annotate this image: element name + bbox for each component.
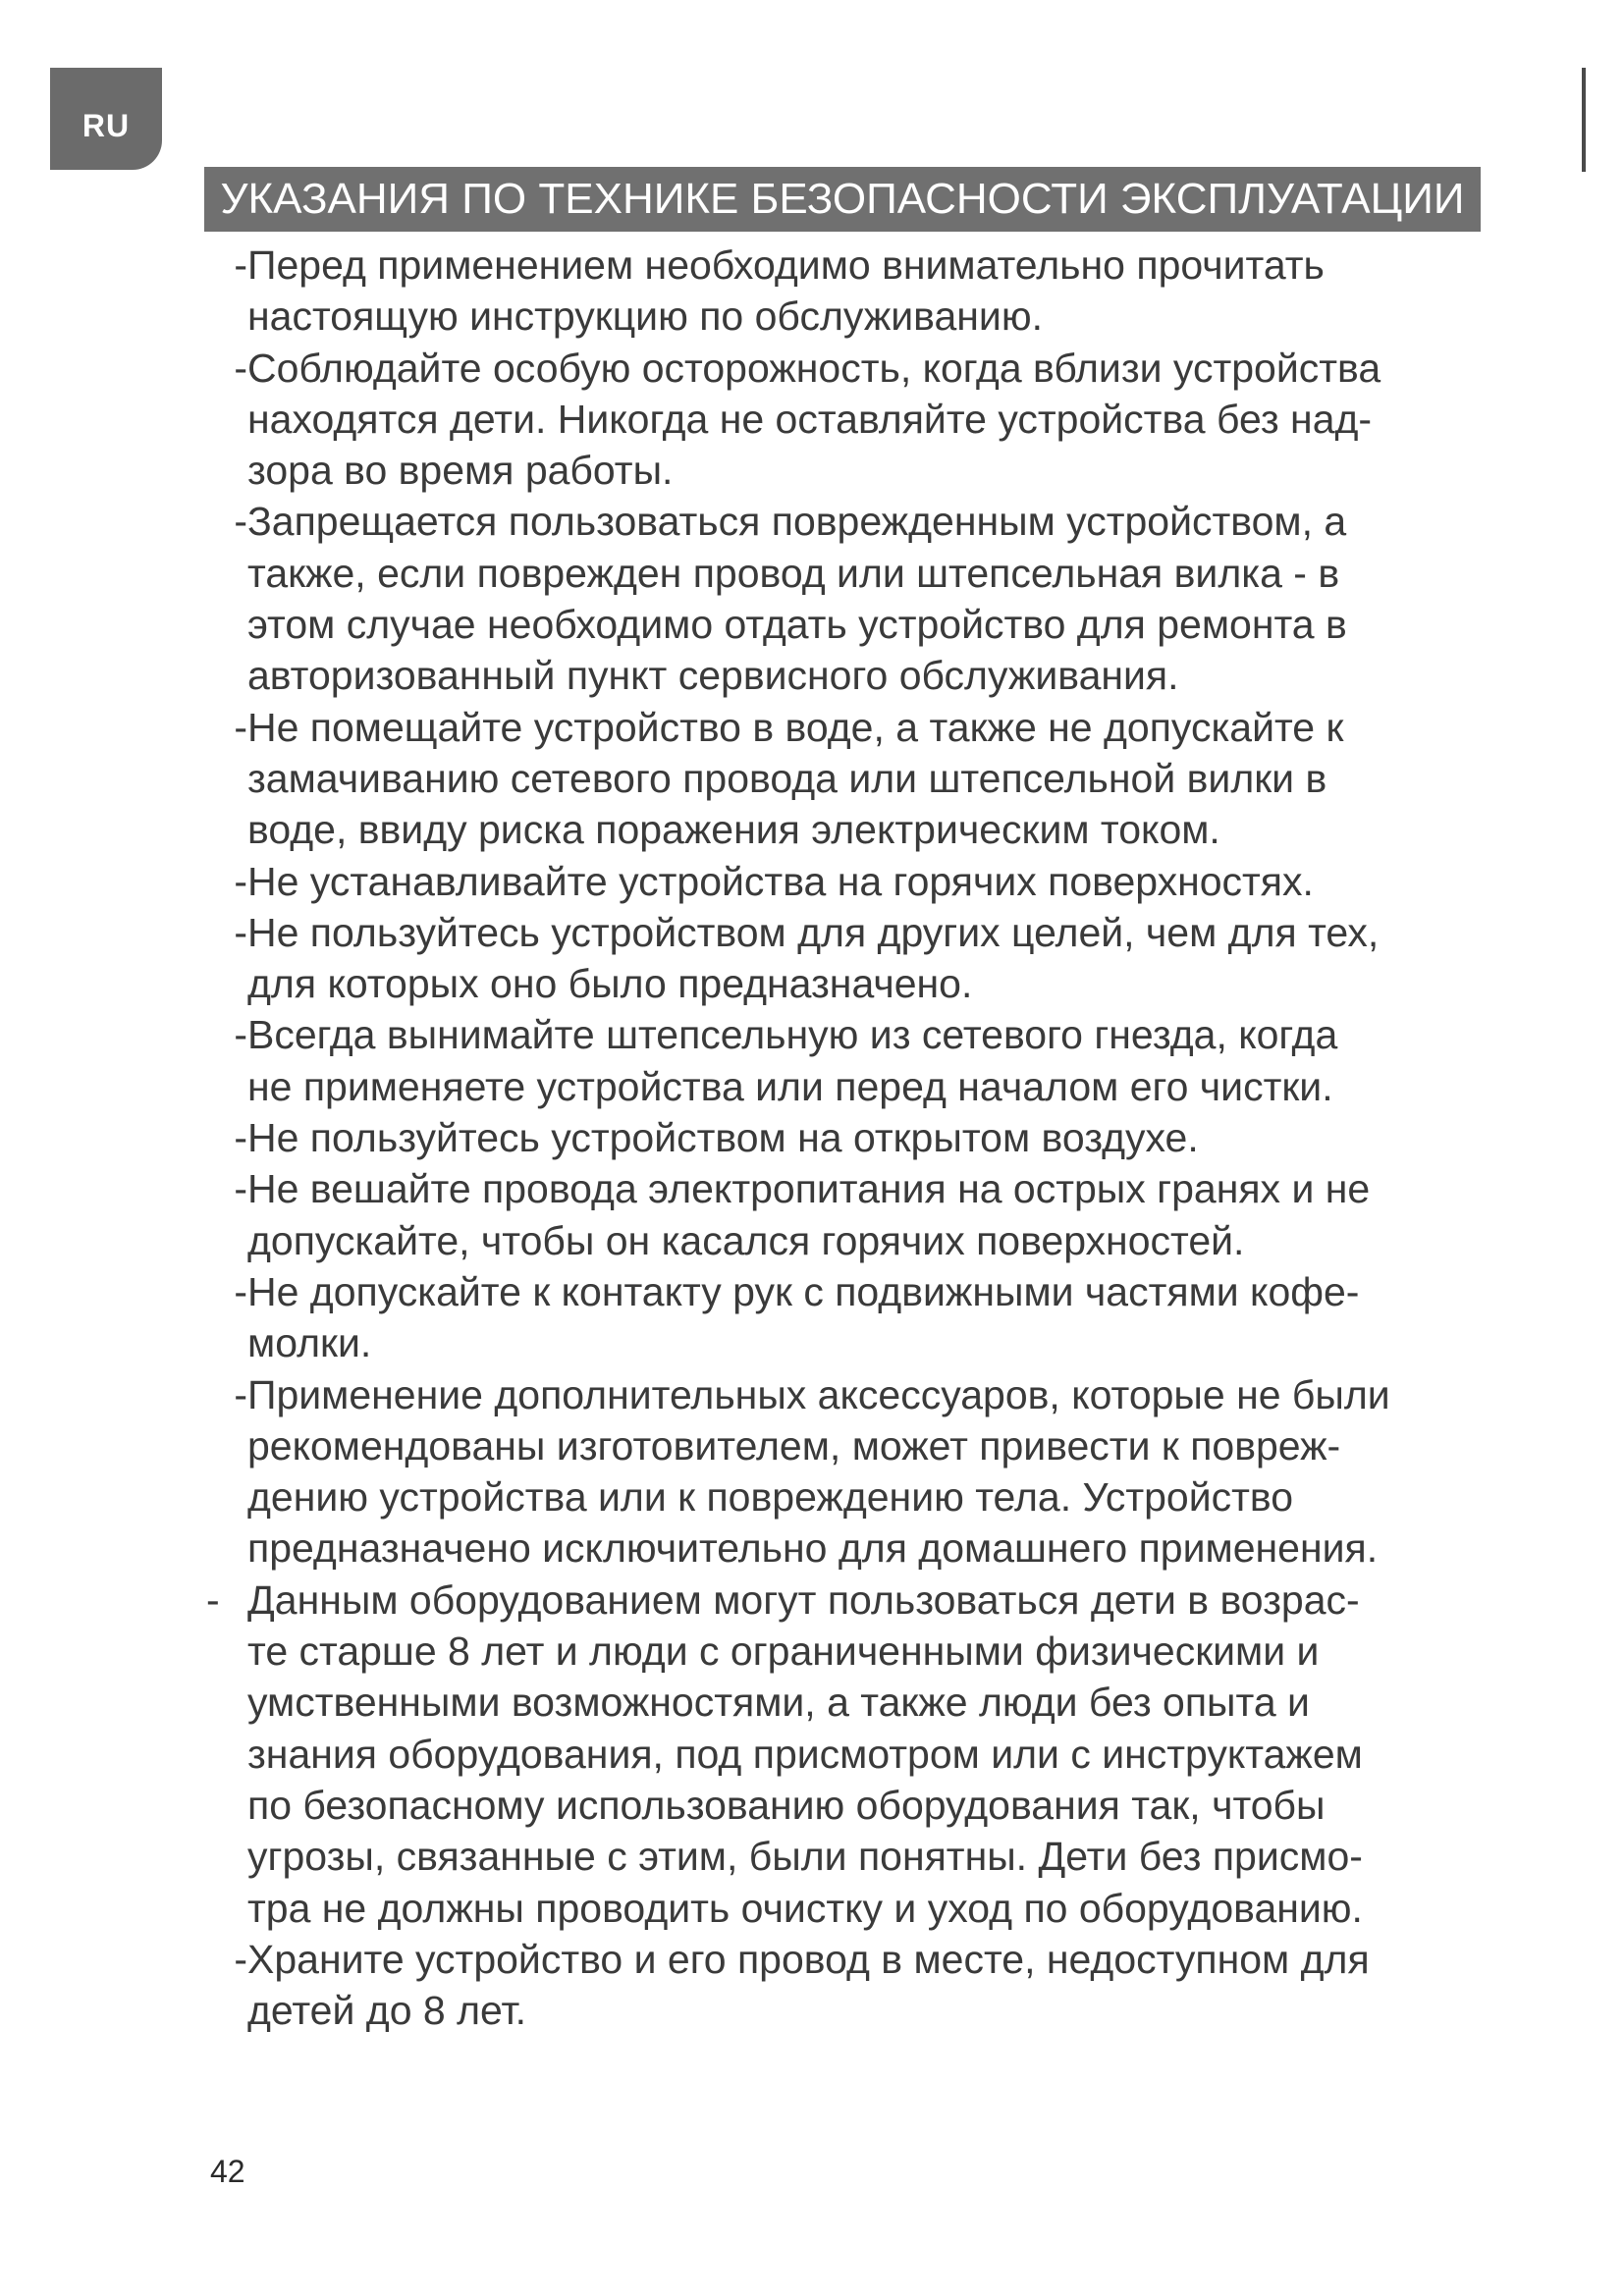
instruction-line: находятся дети. Никогда не оставляйте устройства без над- <box>247 396 1373 442</box>
instruction-text <box>247 907 1517 1010</box>
instruction-text <box>247 1934 1517 2037</box>
instruction-text <box>247 702 1517 856</box>
list-dash: - <box>234 345 247 391</box>
instruction-line: молки. <box>247 1320 372 1366</box>
instruction-line: умственными возможностями, а также люди без опыта и <box>247 1680 1310 1726</box>
list-dash: - <box>234 909 247 955</box>
instruction-text <box>247 240 1517 343</box>
instruction-line: Не пользуйтесь устройством для других целей, чем для тех, <box>247 909 1380 955</box>
section-heading: УКАЗАНИЯ ПО ТЕХНИКЕ БЕЗОПАСНОСТИ ЭКСПЛУАТАЦИИ <box>220 175 1465 223</box>
instruction-line: угрозы, связанные с этим, были понятны. Дети без присмо- <box>247 1834 1363 1880</box>
instruction-item <box>196 496 1517 701</box>
page-number: 42 <box>210 2154 245 2189</box>
list-dash: - <box>234 1268 247 1314</box>
list-dash: - <box>234 1012 247 1058</box>
instruction-line: Не помещайте устройство в воде, а также не допускайте к <box>247 704 1344 750</box>
list-dash: - <box>234 704 247 750</box>
list-dash: - <box>234 1936 247 1982</box>
instruction-line: Применение дополнительных аксессуаров, которые не были <box>247 1371 1390 1417</box>
instruction-item <box>196 856 1517 907</box>
instruction-line: детей до 8 лет. <box>247 1988 527 2034</box>
instruction-line: Всегда вынимайте штепсельную из сетевого гнезда, когда <box>247 1012 1338 1058</box>
instruction-line: Данным оборудованием могут пользоваться дети в возрас- <box>247 1576 1360 1623</box>
instruction-text <box>247 1575 1517 1934</box>
instruction-line: дению устройства или к повреждению тела. Устройство <box>247 1474 1293 1521</box>
instruction-line: воде, ввиду риска поражения электрическим током. <box>247 807 1220 853</box>
instruction-text <box>247 856 1517 907</box>
page-edge-line <box>1582 68 1586 172</box>
instruction-line: те старше 8 лет и люди с ограниченными физическими и <box>247 1629 1320 1675</box>
instruction-line: настоящую инструкцию по обслуживанию. <box>247 294 1043 340</box>
section-heading-bar <box>204 167 1481 232</box>
list-dash: - <box>234 1115 247 1161</box>
instruction-line: Не устанавливайте устройства на горячих поверхностях. <box>247 858 1314 904</box>
list-dash: - <box>234 242 247 288</box>
instruction-text <box>247 1369 1517 1575</box>
instruction-item <box>196 1934 1517 2037</box>
instruction-item <box>196 1112 1517 1163</box>
instruction-line: Храните устройство и его провод в месте, недоступном для <box>247 1936 1370 1982</box>
instruction-item <box>196 702 1517 856</box>
language-tab <box>50 68 162 170</box>
instruction-line: зора во время работы. <box>247 448 674 494</box>
instruction-line: Не пользуйтесь устройством на открытом воздухе. <box>247 1115 1199 1161</box>
list-dash: - <box>234 1166 247 1212</box>
instruction-line: также, если поврежден провод или штепсельная вилка - в <box>247 550 1340 596</box>
instruction-item <box>196 1009 1517 1112</box>
instruction-item <box>196 1163 1517 1266</box>
instruction-line: допускайте, чтобы он касался горячих поверхностей. <box>247 1217 1245 1263</box>
instruction-item <box>196 1369 1517 1575</box>
list-dash: - <box>234 858 247 904</box>
language-code: RU <box>81 107 131 143</box>
instruction-line: Не вешайте провода электропитания на острых гранях и не <box>247 1166 1371 1212</box>
instruction-line: для которых оно было предназначено. <box>247 961 973 1007</box>
instruction-line: Перед применением необходимо внимательно прочитать <box>247 242 1325 288</box>
instruction-text <box>247 1112 1517 1163</box>
instruction-item <box>196 1266 1517 1369</box>
instruction-line: рекомендованы изготовителем, может привести к повреж- <box>247 1422 1341 1468</box>
list-dash: - <box>234 499 247 545</box>
instruction-line: замачиванию сетевого провода или штепсельной вилки в <box>247 755 1327 801</box>
instruction-line: Не допускайте к контакту рук с подвижными частями кофе- <box>247 1268 1360 1314</box>
instruction-text <box>247 1266 1517 1369</box>
instruction-line: не применяете устройства или перед началом его чистки. <box>247 1063 1333 1109</box>
instruction-item <box>196 240 1517 343</box>
instruction-line: Соблюдайте особую осторожность, когда вблизи устройства <box>247 345 1381 391</box>
instruction-text <box>247 1163 1517 1266</box>
instruction-line: Запрещается пользоваться поврежденным устройством, а <box>247 499 1347 545</box>
instruction-line: по безопасному использованию оборудования так, чтобы <box>247 1782 1326 1828</box>
instruction-text <box>247 343 1517 497</box>
instruction-line: авторизованный пункт сервисного обслуживания. <box>247 653 1179 699</box>
instruction-line: тра не должны проводить очистку и уход по оборудованию. <box>247 1885 1363 1931</box>
safety-instructions-list <box>196 240 1517 2036</box>
instruction-item <box>196 343 1517 497</box>
instruction-item <box>196 907 1517 1010</box>
instruction-text <box>247 496 1517 701</box>
list-dash: - <box>206 1576 220 1623</box>
instruction-line: знания оборудования, под присмотром или с инструктажем <box>247 1731 1363 1777</box>
instruction-text <box>247 1009 1517 1112</box>
instruction-line: этом случае необходимо отдать устройство для ремонта в <box>247 602 1347 648</box>
instruction-line: предназначено исключительно для домашнего применения. <box>247 1525 1379 1572</box>
list-dash: - <box>234 1371 247 1417</box>
instruction-item <box>196 1575 1517 1934</box>
